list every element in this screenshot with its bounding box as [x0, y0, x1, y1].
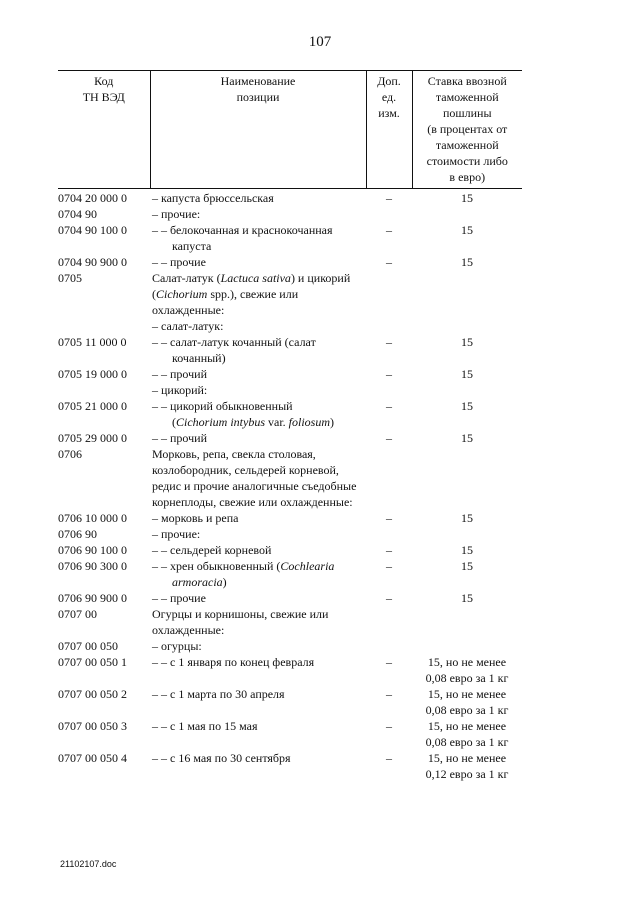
additional-unit: –	[386, 751, 392, 765]
duty-rate: 15	[461, 591, 473, 605]
table-row	[58, 750, 522, 782]
additional-unit	[366, 206, 412, 222]
tn-ved-code: 0705 19 000 0	[58, 367, 127, 381]
tn-ved-code: 0704 90 100 0	[58, 223, 127, 237]
name-text: – – сельдерей корневой	[152, 543, 272, 557]
header-name-label: Наименование позиции	[220, 74, 296, 104]
tn-ved-code: 0707 00	[58, 607, 97, 621]
additional-unit: –	[386, 687, 392, 701]
header-rate-label: Ставка ввозной таможенной пошлины (в процентах от таможенной стоимости либо в евро)	[426, 74, 508, 184]
header-name	[150, 71, 366, 189]
name-text: – – прочий	[152, 431, 207, 445]
header-code	[58, 71, 150, 189]
additional-unit	[366, 526, 412, 542]
name-part: – – хрен обыкновенный (	[152, 559, 281, 573]
tn-ved-code: 0707 00 050	[58, 639, 118, 653]
table-row	[58, 430, 522, 446]
tn-ved-code: 0704 90 900 0	[58, 255, 127, 269]
name-text: – – цикорий обыкновенный	[152, 399, 293, 413]
table-row	[58, 638, 522, 654]
additional-unit: –	[386, 543, 392, 557]
file-name-footer: 21102107.doc	[60, 859, 117, 869]
duty-rate: 15	[461, 431, 473, 445]
name-part: armoracia	[172, 575, 223, 589]
position-name	[150, 222, 366, 254]
position-name	[150, 526, 366, 542]
additional-unit: –	[386, 255, 392, 269]
additional-unit: –	[386, 367, 392, 381]
position-name	[150, 318, 366, 334]
additional-unit: –	[386, 399, 392, 413]
name-text: – – салат-латук кочанный (салат	[152, 335, 316, 349]
name-part: Салат-латук (	[152, 271, 221, 285]
name-text: – – прочие	[152, 255, 206, 269]
additional-unit	[366, 638, 412, 654]
position-name	[150, 206, 366, 222]
position-name	[150, 446, 366, 510]
duty-rate: 15, но не менее 0,08 евро за 1 кг	[425, 687, 509, 717]
table-row	[58, 366, 522, 382]
tn-ved-code: 0706 90	[58, 527, 97, 541]
tn-ved-code: 0704 90	[58, 207, 97, 221]
table-row	[58, 254, 522, 270]
tariff-table-header	[58, 71, 522, 189]
name-text: – морковь и репа	[152, 511, 239, 525]
name-text: – – белокочанная и краснокочанная	[152, 223, 333, 237]
additional-unit: –	[386, 719, 392, 733]
duty-rate: 15	[461, 511, 473, 525]
duty-rate: 15	[461, 255, 473, 269]
duty-rate	[412, 318, 522, 334]
position-name	[150, 590, 366, 606]
name-part: )	[222, 575, 227, 589]
table-row	[58, 222, 522, 254]
table-row	[58, 398, 522, 430]
name-text: – – с 1 мая по 15 мая	[152, 719, 258, 733]
name-part: Lactuca sativa	[220, 271, 291, 285]
name-text: – огурцы:	[152, 639, 202, 653]
header-code-label: Код ТН ВЭД	[82, 74, 125, 104]
name-text: – – с 16 мая по 30 сентября	[152, 751, 291, 765]
table-row	[58, 446, 522, 510]
name-part: foliosum	[288, 415, 331, 429]
additional-unit: –	[386, 559, 392, 573]
tn-ved-code: 0707 00 050 1	[58, 655, 127, 669]
name-part: var.	[265, 415, 289, 429]
additional-unit: –	[386, 511, 392, 525]
duty-rate: 15	[461, 543, 473, 557]
tn-ved-code: 0707 00 050 4	[58, 751, 127, 765]
table-row	[58, 654, 522, 686]
name-part: Cichorium intybus	[176, 415, 265, 429]
name-text: – прочие:	[152, 527, 201, 541]
additional-unit: –	[386, 591, 392, 605]
duty-rate	[412, 382, 522, 398]
name-text: – капуста брюссельская	[152, 191, 274, 205]
name-text: – – с 1 марта по 30 апреля	[152, 687, 285, 701]
table-row	[58, 686, 522, 718]
table-row	[58, 189, 522, 207]
position-name	[150, 398, 366, 430]
table-row	[58, 334, 522, 366]
tn-ved-code: 0705 11 000 0	[58, 335, 127, 349]
position-name	[150, 510, 366, 526]
table-row	[58, 718, 522, 750]
tn-ved-code	[58, 382, 150, 398]
position-name	[150, 430, 366, 446]
name-continuation	[152, 574, 364, 590]
tn-ved-code: 0704 20 000 0	[58, 191, 127, 205]
tn-ved-code	[58, 318, 150, 334]
position-name	[150, 606, 366, 638]
name-text: – цикорий:	[152, 383, 208, 397]
additional-unit	[366, 382, 412, 398]
position-name	[150, 382, 366, 398]
table-row	[58, 606, 522, 638]
additional-unit: –	[386, 335, 392, 349]
position-name	[150, 189, 366, 207]
page-number: 107	[308, 34, 332, 50]
name-continuation: кочанный)	[172, 351, 226, 365]
name-part: spp.), свежие или охлажденные:	[152, 287, 299, 317]
tn-ved-code: 0705	[58, 271, 82, 285]
duty-rate: 15	[461, 367, 473, 381]
name-text: – – прочие	[152, 591, 206, 605]
additional-unit	[366, 318, 412, 334]
table-row	[58, 558, 522, 590]
position-name	[150, 654, 366, 686]
additional-unit: –	[386, 191, 392, 205]
name-text: – – прочий	[152, 367, 207, 381]
position-name	[150, 750, 366, 782]
additional-unit: –	[386, 223, 392, 237]
additional-unit	[366, 606, 412, 638]
table-row	[58, 270, 522, 318]
header-rate	[412, 71, 522, 189]
position-name	[150, 270, 366, 318]
tn-ved-code: 0706 10 000 0	[58, 511, 127, 525]
duty-rate: 15	[461, 335, 473, 349]
duty-rate: 15, но не менее 0,08 евро за 1 кг	[425, 655, 509, 685]
position-name	[150, 334, 366, 366]
duty-rate	[412, 526, 522, 542]
duty-rate	[412, 206, 522, 222]
name-part: Cochlearia	[280, 559, 335, 573]
header-unit	[366, 71, 412, 189]
tn-ved-code: 0707 00 050 2	[58, 687, 127, 701]
tariff-table-body	[58, 189, 522, 783]
additional-unit	[366, 446, 412, 510]
duty-rate	[412, 606, 522, 638]
name-part: Cichorium	[156, 287, 208, 301]
duty-rate: 15	[461, 399, 473, 413]
additional-unit: –	[386, 431, 392, 445]
position-name	[150, 558, 366, 590]
tn-ved-code: 0706 90 300 0	[58, 559, 127, 573]
position-name	[150, 718, 366, 750]
position-name	[150, 686, 366, 718]
name-text: – прочие:	[152, 207, 201, 221]
table-row	[58, 526, 522, 542]
tn-ved-code: 0706 90 900 0	[58, 591, 127, 605]
position-name	[150, 638, 366, 654]
table-row	[58, 542, 522, 558]
name-continuation	[152, 414, 364, 430]
duty-rate	[412, 270, 522, 318]
name-part: (	[172, 415, 176, 429]
table-row	[58, 590, 522, 606]
duty-rate: 15, но не менее 0,12 евро за 1 кг	[425, 751, 509, 781]
position-name	[150, 366, 366, 382]
duty-rate	[412, 446, 522, 510]
duty-rate	[412, 638, 522, 654]
position-name	[150, 542, 366, 558]
table-row	[58, 318, 522, 334]
header-unit-label: Доп. ед. изм.	[377, 74, 401, 120]
duty-rate: 15	[461, 223, 473, 237]
table-row	[58, 510, 522, 526]
duty-rate: 15	[461, 559, 473, 573]
tariff-table	[58, 70, 522, 782]
table-row	[58, 382, 522, 398]
name-text: Морковь, репа, свекла столовая, козлобородник, сельдерей корневой, редис и прочие аналогичные съедобные корнеплоды, свежие или охлажденные:	[152, 447, 357, 509]
tn-ved-code: 0705 21 000 0	[58, 399, 127, 413]
name-part: ) и цикорий (	[152, 271, 351, 301]
name-part: )	[330, 415, 335, 429]
name-continuation: капуста	[172, 239, 212, 253]
duty-rate: 15, но не менее 0,08 евро за 1 кг	[425, 719, 509, 749]
name-text: Огурцы и корнишоны, свежие или охлажденные:	[152, 607, 329, 637]
tn-ved-code: 0706 90 100 0	[58, 543, 127, 557]
position-name	[150, 254, 366, 270]
tn-ved-code: 0707 00 050 3	[58, 719, 127, 733]
additional-unit	[366, 270, 412, 318]
tn-ved-code: 0705 29 000 0	[58, 431, 127, 445]
name-text: – салат-латук:	[152, 319, 224, 333]
duty-rate: 15	[461, 191, 473, 205]
table-row	[58, 206, 522, 222]
name-text: – – с 1 января по конец февраля	[152, 655, 315, 669]
additional-unit: –	[386, 655, 392, 669]
tn-ved-code: 0706	[58, 447, 82, 461]
